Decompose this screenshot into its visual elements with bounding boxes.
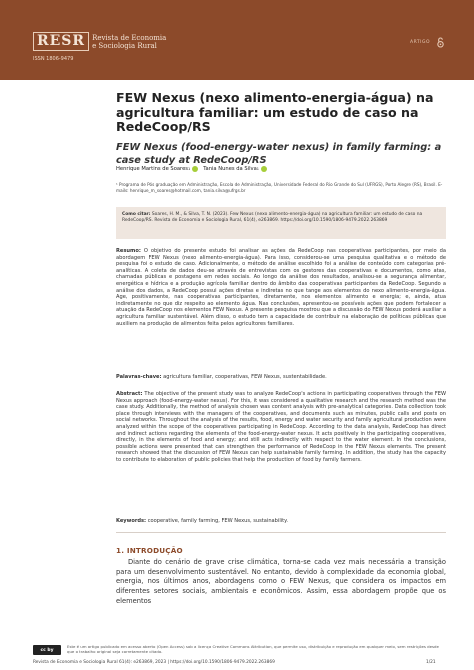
author-name: Henrique Martins de Soares	[116, 166, 188, 172]
orcid-icon[interactable]	[192, 166, 198, 172]
creative-commons-icon[interactable]	[33, 645, 61, 655]
author-name: Tania Nunes da Silva	[203, 166, 257, 172]
keywords-label: Keywords:	[116, 518, 147, 524]
orcid-icon[interactable]	[261, 166, 267, 172]
journal-logo[interactable]	[33, 32, 166, 51]
issn-label: ISSN 1806-9479	[33, 56, 74, 62]
journal-reference: Revista de Economia e Sociologia Rural 61(4): e263869, 2023 | https://doi.org/10.1590/1806-9479.2022.263869	[33, 660, 275, 665]
page-number: 1/21	[426, 660, 436, 665]
open-access-icon	[436, 37, 445, 48]
license-notice: Este é um artigo publicado em acesso aberto (Open Access) sob a licença Creative Commons Attribution, que permite uso, distribuição e reprodução em qualquer meio, sem restrições desde que o trabalho original seja corretamente citado.	[67, 644, 439, 654]
author-affiliation-mark: 1	[187, 167, 191, 171]
affiliation: ¹ Programa de Pós graduação em Administração, Escola de Administração, Universidade Federal do Rio Grande do Sul (UFRGS), Porto Alegre (RS), Brasil. E-mails: henrique_m_soares@hotmail.com, tania.silva@ufrgs.br	[116, 182, 443, 193]
author-affiliation-mark: 1	[256, 167, 260, 171]
logo-abbr: RESR	[33, 32, 89, 51]
abstract-label: Abstract:	[116, 391, 143, 397]
palavras-chave	[116, 374, 446, 381]
article-type-label: ARTIGO	[410, 40, 430, 45]
citation-text[interactable]: Soares, H. M., & Silva, T. N. (2023). Few Nexus (nexo alimento-energia-água) na agricultura familiar: um estudo de caso na RedeCoop/RS. Revista de Economia e Sociologia Rural, 61(4), e263869. https://doi.org/10.1590/1806-9479.2022.263869	[122, 212, 423, 223]
palavras-chave-label: Palavras-chave:	[116, 374, 162, 380]
article-title-english: FEW Nexus (food-energy-water nexus) in family farming: a case study at RedeCoop/RS	[116, 142, 442, 166]
keywords-text: cooperative, family farming, FEW Nexus, sustainability.	[147, 518, 289, 524]
palavras-chave-text: agricultura familiar, cooperativas, FEW Nexus, sustentabilidade.	[163, 374, 327, 380]
abstract-paragraph	[116, 391, 446, 464]
resumo-paragraph	[116, 248, 446, 327]
citation-label: Como citar:	[122, 212, 151, 217]
logo-line-2: e Sociologia Rural	[92, 41, 157, 50]
body-paragraph: Diante do cenário de grave crise climática, torna-se cada vez mais necessária a transição para um desenvolvimento sustentável. No entanto, devido à complexidade da economia global, energia, nos últimos anos, abordagens como o FEW Nexus, que considera os impactos em diferentes setores sociais, ambientais e econômicos. Assim, essa abordagem propõe que os elementos	[116, 558, 446, 605]
logo-line-1: Revista de Economia	[92, 33, 167, 42]
article-title: FEW Nexus (nexo alimento-energia-água) na agricultura familiar: um estudo de caso na RedeCoop/RS	[116, 90, 434, 134]
journal-header	[0, 0, 474, 80]
logo-title	[92, 34, 166, 50]
citation-box	[116, 207, 446, 239]
section-divider	[116, 532, 446, 533]
cc-badge-label: cc by	[40, 647, 54, 653]
keywords	[116, 518, 446, 525]
resumo-label: Resumo:	[116, 248, 141, 254]
section-heading: 1. INTRODUÇÃO	[116, 546, 183, 555]
abstract-text: The objective of the present study was to analyze RedeCoop's actions in participating cooperatives through the FEW Nexus approach (food-energy-water nexus). For this, it was considered a qualitative research and the research method was the case study. Additionally, the method of analysis chosen was content analysis with pre-analytical categories. Data collection took place through interviews with the managers of the cooperatives, and documents such as minutes, public calls and posts on social networks. Throughout the analysis of the results, food, energy and water security and family agricultural production were analyzed within the scope of the cooperatives participating in RedeCoop. According to the data analysis, RedeCoop has direct and indirect actions regarding the elements of the food-energy-water nexus. It acts positively in the participating cooperatives, directly, in the elements of food and energy; and still acts indirectly with respect to the water element. In the conclusions, possible actions were presented that can strengthen the performance of RedeCoop in the FEW Nexus elements. The present research showed that the discussion of FEW Nexus can help sustainable family farming. In addition, the study has the capacity to contribute to elaboration of public policies that help the production of food by family farmers.	[116, 391, 446, 463]
resumo-text: O objetivo do presente estudo foi analisar as ações da RedeCoop nas cooperativas participantes, por meio da abordagem FEW Nexus (nexo alimento-energia-água). Para isso, considerou-se uma pesquisa qualitativa e o método de pesquisa foi o estudo de caso. Adicionalmente, o método de análise escolhido foi a análise de conteúdo com categorias pré-analíticas. A coleta de dados deu-se através de entrevistas com os gestores das cooperativas e documentos, como atas, chamadas públicas e postagens em redes sociais. Ao longo da análise dos resultados, analisou-se a segurança alimentar, energética e hídrica e a produção agrícola familiar dentro do âmbito das cooperativas participantes da RedeCoop. Segundo a análise dos dados, a RedeCoop possui ações diretas e indiretas no que tange aos elementos do nexo alimento-energia-água. Age, positivamente, nas cooperativas participantes, diretamente, nos elementos alimento e energia; e, ainda, atua indiretamente no que diz respeito ao elemento água. Nas conclusões, apresentou-se possíveis ações que podem fortalecer a atuação da RedeCoop nos elementos FEW Nexus. A presente pesquisa mostrou que a discussão do FEW Nexus poderá auxiliar a agricultura familiar sustentável. Além disso, o estudo tem a capacidade de contribuir na elaboração de políticas públicas que auxiliem na produção de alimentos feita pelos agricultores familiares.	[116, 248, 446, 327]
author-list	[116, 166, 272, 172]
